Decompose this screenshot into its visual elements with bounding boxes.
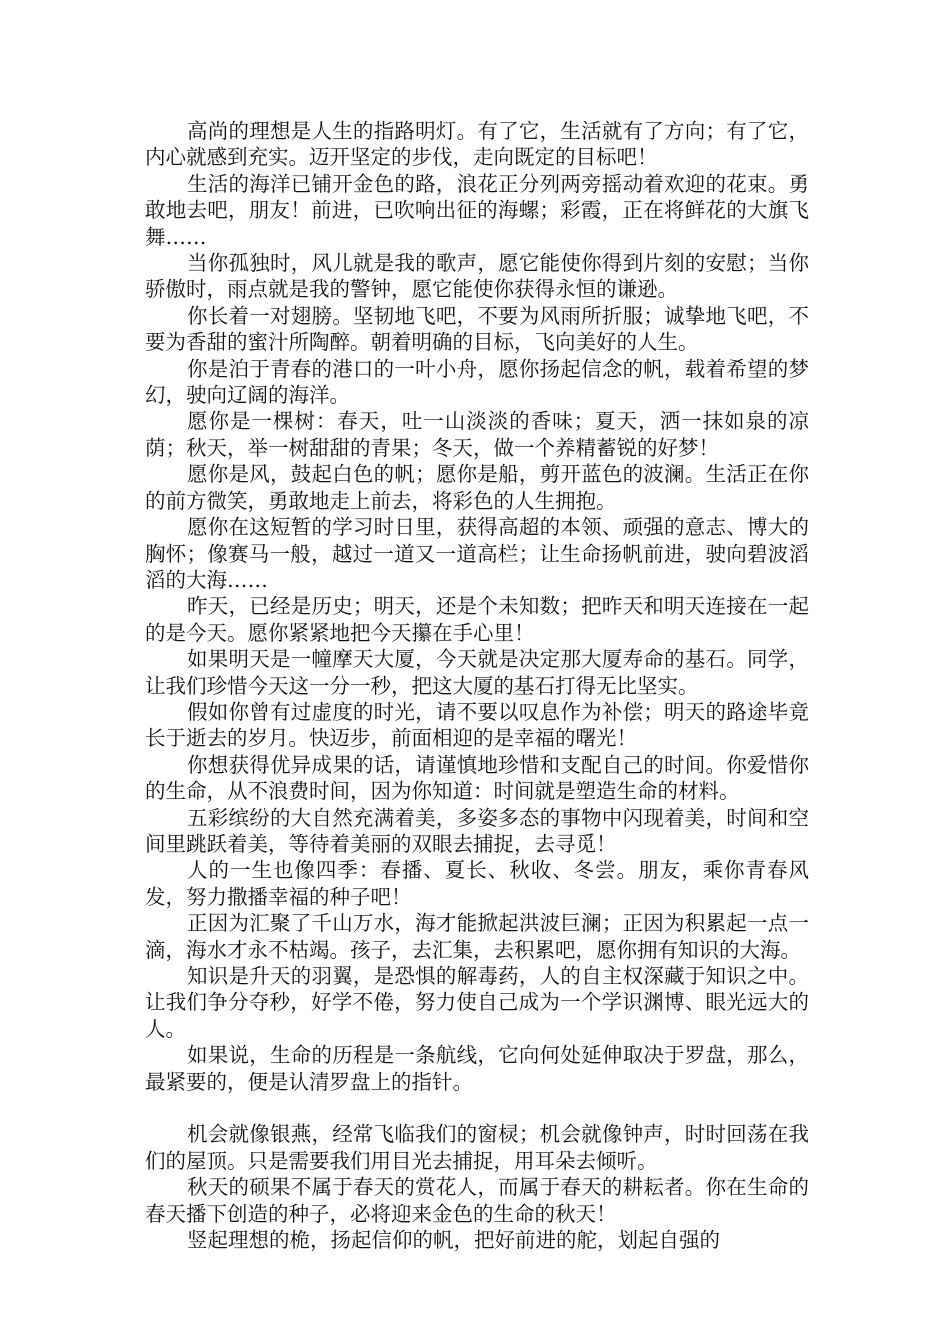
paragraph: 你想获得优异成果的话，请谨慎地珍惜和支配自己的时间。你爱惜你的生命，从不浪费时间，因为你知道：时间就是塑造生命的材料。 <box>145 752 809 804</box>
paragraph: 愿你在这短暂的学习时日里，获得高超的本领、顽强的意志、博大的胸怀；像赛马一般，越过一道又一道高栏；让生命扬帆前进，驶向碧波滔滔的大海…… <box>145 515 809 592</box>
paragraph: 高尚的理想是人生的指路明灯。有了它，生活就有了方向；有了它，内心就感到充实。迈开坚定的步伐，走向既定的目标吧！ <box>145 119 809 170</box>
paragraph: 你是泊于青春的港口的一叶小舟，愿你扬起信念的帆，载着希望的梦幻，驶向辽阔的海洋。 <box>145 356 809 408</box>
paragraph: 五彩缤纷的大自然充满着美，多姿多态的事物中闪现着美，时间和空间里跳跃着美，等待着美丽的双眼去捕捉，去寻觅！ <box>145 805 809 856</box>
paragraph: 竖起理想的桅，扬起信仰的帆，把好前进的舵，划起自强的 <box>187 1228 720 1253</box>
blank-line <box>145 1095 809 1121</box>
paragraph: 人的一生也像四季：春播、夏长、秋收、冬尝。朋友，乘你青春风发，努力撒播幸福的种子吧！ <box>145 858 809 909</box>
paragraph: 如果明天是一幢摩天大厦，今天就是决定那大厦寿命的基石。同学，让我们珍惜今天这一分一秒，把这大厦的基石打得无比坚实。 <box>145 647 809 698</box>
paragraph: 昨天，已经是历史；明天，还是个未知数；把昨天和明天连接在一起的是今天。愿你紧紧地把今天攥在手心里！ <box>145 594 809 645</box>
paragraph: 秋天的硕果不属于春天的赏花人，而属于春天的耕耘者。你在生命的春天播下创造的种子，必将迎来金色的生命的秋天！ <box>145 1175 809 1226</box>
paragraph: 知识是升天的羽翼，是恐惧的解毒药，人的自主权深藏于知识之中。让我们争分夺秒，好学不倦，努力使自己成为一个学识渊博、眼光远大的人。 <box>145 964 809 1041</box>
paragraph: 如果说，生命的历程是一条航线，它向何处延伸取决于罗盘，那么，最紧要的，便是认清罗盘上的指针。 <box>145 1043 809 1094</box>
paragraph: 假如你曾有过虚度的时光，请不要以叹息作为补偿；明天的路途毕竟长于逝去的岁月。快迈步，前面相迎的是幸福的曙光！ <box>145 699 809 751</box>
document-body <box>145 118 809 1253</box>
paragraph: 愿你是风，鼓起白色的帆；愿你是船，剪开蓝色的波澜。生活正在你的前方微笑，勇敢地走上前去，将彩色的人生拥抱。 <box>145 462 809 513</box>
paragraph: 你长着一对翅膀。坚韧地飞吧，不要为风雨所折服；诚挚地飞吧，不要为香甜的蜜汁所陶醉。朝着明确的目标，飞向美好的人生。 <box>145 303 809 355</box>
paragraph: 当你孤独时，风儿就是我的歌声，愿它能使你得到片刻的安慰；当你骄傲时，雨点就是我的警钟，愿它能使你获得永恒的谦逊。 <box>145 251 809 302</box>
paragraph: 机会就像银燕，经常飞临我们的窗棂；机会就像钟声，时时回荡在我们的屋顶。只是需要我们用目光去捕捉，用耳朵去倾听。 <box>145 1122 809 1173</box>
paragraph: 正因为汇聚了千山万水，海才能掀起洪波巨澜；正因为积累起一点一滴，海水才永不枯竭。孩子，去汇集，去积累吧，愿你拥有知识的大海。 <box>145 911 809 962</box>
paragraph: 愿你是一棵树：春天，吐一山淡淡的香味；夏天，洒一抹如泉的凉荫；秋天，举一树甜甜的青果；冬天，做一个养精蓄锐的好梦！ <box>145 409 809 460</box>
paragraph: 生活的海洋已铺开金色的路，浪花正分列两旁摇动着欢迎的花束。勇敢地去吧，朋友！前进，已吹响出征的海螺；彩霞，正在将鲜花的大旗飞舞…… <box>145 171 809 249</box>
